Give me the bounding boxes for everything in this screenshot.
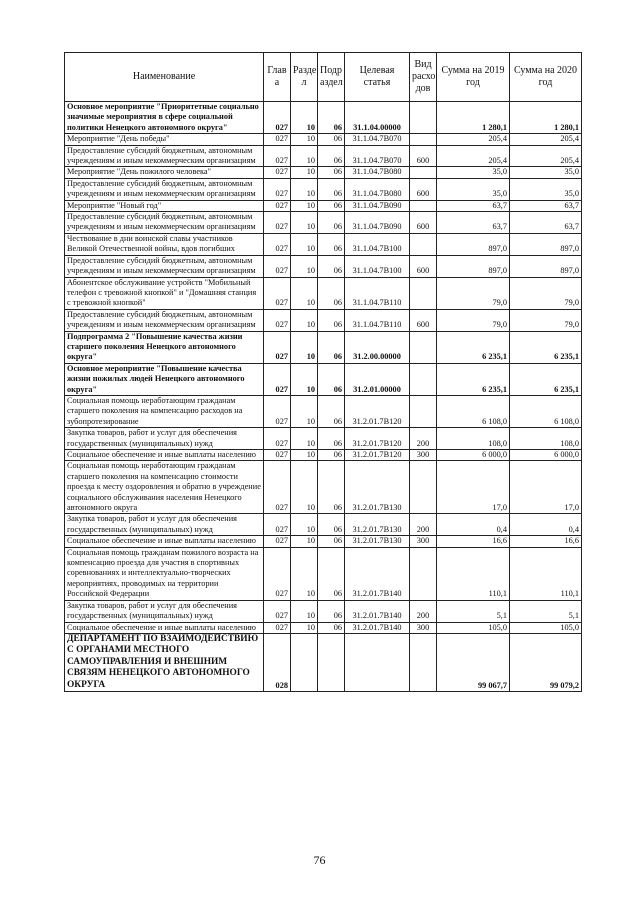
cell-vid: 600 [410, 255, 437, 277]
table-row [65, 134, 582, 145]
cell-sum-2019: 6 235,1 [437, 363, 510, 395]
table-row [65, 145, 582, 167]
cell-sum-2019: 1 280,1 [437, 102, 510, 134]
cell-vid: 300 [410, 536, 437, 547]
header-vid: Вид расхо дов [410, 53, 437, 102]
cell-statya: 31.2.01.7В140 [345, 622, 410, 633]
cell-podrazdel [318, 633, 345, 692]
table-row [65, 450, 582, 461]
cell-statya: 31.1.04.7В110 [345, 277, 410, 309]
cell-glava: 027 [264, 450, 291, 461]
cell-name: Предоставление субсидий бюджетным, автономным учреждениям и иным некоммерческим организациям [65, 255, 264, 277]
cell-vid [410, 167, 437, 178]
cell-vid [410, 363, 437, 395]
cell-sum-2019: 205,4 [437, 134, 510, 145]
cell-razdel: 10 [291, 309, 318, 331]
table-row [65, 255, 582, 277]
cell-name: Предоставление субсидий бюджетным, автономным учреждениям и иным некоммерческим организациям [65, 145, 264, 167]
cell-sum-2020: 205,4 [510, 145, 582, 167]
cell-glava: 027 [264, 255, 291, 277]
cell-sum-2019: 79,0 [437, 277, 510, 309]
cell-statya: 31.2.01.00000 [345, 363, 410, 395]
cell-podrazdel: 06 [318, 255, 345, 277]
cell-name: ДЕПАРТАМЕНТ ПО ВЗАИМОДЕЙСТВИЮ С ОРГАНАМИ МЕСТНОГО САМОУПРАВЛЕНИЯ И ВНЕШНИМ СВЯЗЯМ НЕНЕЦКОГО АВТОНОМНОГО ОКРУГА [65, 633, 264, 692]
cell-podrazdel: 06 [318, 277, 345, 309]
cell-glava: 027 [264, 547, 291, 600]
cell-podrazdel: 06 [318, 622, 345, 633]
cell-sum-2019: 897,0 [437, 255, 510, 277]
table-row [65, 212, 582, 234]
cell-razdel: 10 [291, 255, 318, 277]
cell-razdel: 10 [291, 547, 318, 600]
cell-name: Мероприятие "День пожилого человека" [65, 167, 264, 178]
table-row [65, 102, 582, 134]
cell-sum-2019: 63,7 [437, 212, 510, 234]
cell-sum-2020: 16,6 [510, 536, 582, 547]
table-row [65, 200, 582, 211]
cell-podrazdel: 06 [318, 395, 345, 427]
cell-glava: 027 [264, 622, 291, 633]
cell-name: Социальное обеспечение и иные выплаты населению [65, 450, 264, 461]
cell-glava: 027 [264, 309, 291, 331]
cell-glava: 027 [264, 233, 291, 255]
cell-name: Мероприятие "Новый год" [65, 200, 264, 211]
cell-razdel: 10 [291, 428, 318, 450]
cell-vid [410, 395, 437, 427]
cell-sum-2020: 1 280,1 [510, 102, 582, 134]
cell-name: Социальное обеспечение и иные выплаты населению [65, 622, 264, 633]
cell-sum-2019: 110,1 [437, 547, 510, 600]
cell-name: Социальная помощь гражданам пожилого возраста на компенсацию проезда для участия в спортивных соревнованиях и интеллектуально-творческих мероприятиях, проводимых на территории Российской Федерации [65, 547, 264, 600]
cell-sum-2020: 6 235,1 [510, 363, 582, 395]
cell-glava: 027 [264, 167, 291, 178]
cell-sum-2020: 110,1 [510, 547, 582, 600]
cell-statya: 31.2.01.7В130 [345, 514, 410, 536]
cell-sum-2019: 63,7 [437, 200, 510, 211]
table-header [65, 53, 582, 102]
cell-vid [410, 633, 437, 692]
cell-glava: 027 [264, 461, 291, 514]
cell-vid: 600 [410, 145, 437, 167]
cell-podrazdel: 06 [318, 309, 345, 331]
table-row [65, 428, 582, 450]
cell-glava: 028 [264, 633, 291, 692]
cell-vid: 200 [410, 600, 437, 622]
cell-sum-2019: 35,0 [437, 178, 510, 200]
cell-razdel: 10 [291, 178, 318, 200]
cell-vid [410, 547, 437, 600]
cell-razdel: 10 [291, 450, 318, 461]
cell-podrazdel: 06 [318, 167, 345, 178]
cell-sum-2020: 63,7 [510, 212, 582, 234]
cell-sum-2019: 108,0 [437, 428, 510, 450]
header-sum-2019: Сумма на 2019 год [437, 53, 510, 102]
cell-sum-2020: 205,4 [510, 134, 582, 145]
cell-sum-2019: 16,6 [437, 536, 510, 547]
cell-sum-2019: 6 235,1 [437, 331, 510, 363]
table-row [65, 461, 582, 514]
cell-razdel: 10 [291, 461, 318, 514]
cell-razdel: 10 [291, 536, 318, 547]
cell-sum-2020: 35,0 [510, 167, 582, 178]
cell-sum-2019: 99 067,7 [437, 633, 510, 692]
cell-razdel: 10 [291, 145, 318, 167]
cell-name: Предоставление субсидий бюджетным, автономным учреждениям и иным некоммерческим организациям [65, 212, 264, 234]
cell-podrazdel: 06 [318, 363, 345, 395]
cell-glava: 027 [264, 331, 291, 363]
table-row [65, 514, 582, 536]
cell-vid: 300 [410, 450, 437, 461]
cell-podrazdel: 06 [318, 600, 345, 622]
cell-name: Основное мероприятие "Приоритетные социально значимые мероприятия в сфере социальной политики Ненецкого автономного округа" [65, 102, 264, 134]
cell-razdel: 10 [291, 600, 318, 622]
table-row [65, 536, 582, 547]
cell-name: Предоставление субсидий бюджетным, автономным учреждениям и иным некоммерческим организациям [65, 178, 264, 200]
cell-razdel: 10 [291, 212, 318, 234]
table-row [65, 167, 582, 178]
cell-vid [410, 102, 437, 134]
table-row [65, 622, 582, 633]
cell-vid [410, 277, 437, 309]
cell-podrazdel: 06 [318, 461, 345, 514]
cell-sum-2020: 897,0 [510, 233, 582, 255]
cell-podrazdel: 06 [318, 145, 345, 167]
cell-razdel [291, 633, 318, 692]
cell-statya [345, 633, 410, 692]
cell-name: Социальная помощь неработающим гражданам старшего поколения на компенсацию стоимости проезда к месту оздоровления и обратно в учреждение социального обслуживания населения Ненецкого автономного округа [65, 461, 264, 514]
table-row [65, 233, 582, 255]
cell-podrazdel: 06 [318, 428, 345, 450]
cell-name: Социальная помощь неработающим гражданам старшего поколения на компенсацию расходов на зубопротезирование [65, 395, 264, 427]
header-row [65, 53, 582, 102]
cell-podrazdel: 06 [318, 200, 345, 211]
cell-glava: 027 [264, 178, 291, 200]
cell-name: Абонентское обслуживание устройств "Мобильный телефон с тревожной кнопкой" и "Домашняя станция с тревожной кнопкой" [65, 277, 264, 309]
cell-vid [410, 200, 437, 211]
cell-sum-2019: 105,0 [437, 622, 510, 633]
cell-sum-2019: 205,4 [437, 145, 510, 167]
cell-razdel: 10 [291, 395, 318, 427]
cell-sum-2020: 108,0 [510, 428, 582, 450]
cell-glava: 027 [264, 428, 291, 450]
cell-name: Основное мероприятие "Повышение качества жизни пожилых людей Ненецкого автономного округа" [65, 363, 264, 395]
cell-sum-2020: 17,0 [510, 461, 582, 514]
cell-sum-2019: 17,0 [437, 461, 510, 514]
cell-podrazdel: 06 [318, 547, 345, 600]
cell-vid [410, 134, 437, 145]
cell-sum-2020: 0,4 [510, 514, 582, 536]
cell-glava: 027 [264, 363, 291, 395]
table-row [65, 547, 582, 600]
cell-razdel: 10 [291, 514, 318, 536]
cell-name: Подпрограмма 2 "Повышение качества жизни старшего поколения Ненецкого автономного округа" [65, 331, 264, 363]
cell-sum-2019: 79,0 [437, 309, 510, 331]
cell-statya: 31.1.04.7В100 [345, 233, 410, 255]
cell-statya: 31.1.04.7В100 [345, 255, 410, 277]
cell-sum-2020: 63,7 [510, 200, 582, 211]
header-sum-2020: Сумма на 2020 год [510, 53, 582, 102]
cell-vid: 200 [410, 514, 437, 536]
cell-vid: 600 [410, 178, 437, 200]
cell-statya: 31.1.04.7В110 [345, 309, 410, 331]
cell-statya: 31.1.04.7В090 [345, 200, 410, 211]
cell-sum-2020: 105,0 [510, 622, 582, 633]
header-razdel: Разде л [291, 53, 318, 102]
cell-podrazdel: 06 [318, 134, 345, 145]
header-name: Наименование [65, 53, 264, 102]
cell-sum-2019: 6 000,0 [437, 450, 510, 461]
cell-sum-2019: 0,4 [437, 514, 510, 536]
cell-statya: 31.2.01.7В140 [345, 547, 410, 600]
cell-glava: 027 [264, 600, 291, 622]
page-number: 76 [313, 853, 326, 867]
cell-statya: 31.2.00.00000 [345, 331, 410, 363]
cell-sum-2020: 6 235,1 [510, 331, 582, 363]
cell-razdel: 10 [291, 102, 318, 134]
cell-glava: 027 [264, 277, 291, 309]
cell-sum-2020: 79,0 [510, 277, 582, 309]
cell-name: Социальное обеспечение и иные выплаты населению [65, 536, 264, 547]
cell-name: Закупка товаров, работ и услуг для обеспечения государственных (муниципальных) нужд [65, 514, 264, 536]
cell-statya: 31.1.04.00000 [345, 102, 410, 134]
cell-vid [410, 233, 437, 255]
budget-table [64, 52, 582, 692]
cell-statya: 31.2.01.7В140 [345, 600, 410, 622]
cell-sum-2020: 897,0 [510, 255, 582, 277]
cell-razdel: 10 [291, 167, 318, 178]
header-glava: Глав а [264, 53, 291, 102]
cell-statya: 31.1.04.7В070 [345, 134, 410, 145]
cell-statya: 31.2.01.7В130 [345, 461, 410, 514]
cell-podrazdel: 06 [318, 514, 345, 536]
cell-podrazdel: 06 [318, 212, 345, 234]
table-row [65, 277, 582, 309]
cell-name: Закупка товаров, работ и услуг для обеспечения государственных (муниципальных) нужд [65, 428, 264, 450]
cell-statya: 31.2.01.7В120 [345, 450, 410, 461]
cell-sum-2020: 99 079,2 [510, 633, 582, 692]
cell-razdel: 10 [291, 134, 318, 145]
cell-podrazdel: 06 [318, 233, 345, 255]
header-statya: Целевая статья [345, 53, 410, 102]
cell-vid: 200 [410, 428, 437, 450]
table-body [65, 102, 582, 692]
cell-sum-2019: 897,0 [437, 233, 510, 255]
cell-statya: 31.2.01.7В120 [345, 395, 410, 427]
cell-razdel: 10 [291, 331, 318, 363]
cell-statya: 31.2.01.7В120 [345, 428, 410, 450]
cell-name: Чествование в дни воинской славы участников Великой Отечественной войны, вдов погибших [65, 233, 264, 255]
cell-podrazdel: 06 [318, 178, 345, 200]
cell-vid: 600 [410, 309, 437, 331]
cell-razdel: 10 [291, 622, 318, 633]
table-row [65, 633, 582, 692]
cell-podrazdel: 06 [318, 536, 345, 547]
cell-statya: 31.1.04.7В090 [345, 212, 410, 234]
cell-sum-2019: 6 108,0 [437, 395, 510, 427]
cell-sum-2020: 6 108,0 [510, 395, 582, 427]
table-row [65, 395, 582, 427]
cell-razdel: 10 [291, 277, 318, 309]
cell-statya: 31.1.04.7В070 [345, 145, 410, 167]
cell-podrazdel: 06 [318, 450, 345, 461]
cell-glava: 027 [264, 395, 291, 427]
cell-podrazdel: 06 [318, 102, 345, 134]
cell-glava: 027 [264, 212, 291, 234]
cell-vid: 600 [410, 212, 437, 234]
cell-vid [410, 461, 437, 514]
table-row [65, 178, 582, 200]
cell-glava: 027 [264, 200, 291, 211]
table-row [65, 363, 582, 395]
cell-razdel: 10 [291, 363, 318, 395]
cell-glava: 027 [264, 514, 291, 536]
cell-sum-2020: 79,0 [510, 309, 582, 331]
table-row [65, 331, 582, 363]
cell-name: Предоставление субсидий бюджетным, автономным учреждениям и иным некоммерческим организациям [65, 309, 264, 331]
cell-sum-2020: 35,0 [510, 178, 582, 200]
table-row [65, 309, 582, 331]
cell-glava: 027 [264, 102, 291, 134]
cell-razdel: 10 [291, 200, 318, 211]
cell-vid [410, 331, 437, 363]
header-podrazdel: Подр аздел [318, 53, 345, 102]
cell-podrazdel: 06 [318, 331, 345, 363]
cell-statya: 31.2.01.7В130 [345, 536, 410, 547]
cell-glava: 027 [264, 145, 291, 167]
cell-sum-2019: 5,1 [437, 600, 510, 622]
cell-glava: 027 [264, 536, 291, 547]
cell-razdel: 10 [291, 233, 318, 255]
cell-sum-2020: 6 000,0 [510, 450, 582, 461]
cell-glava: 027 [264, 134, 291, 145]
cell-statya: 31.1.04.7В080 [345, 167, 410, 178]
cell-statya: 31.1.04.7В080 [345, 178, 410, 200]
cell-vid: 300 [410, 622, 437, 633]
table-row [65, 600, 582, 622]
cell-name: Закупка товаров, работ и услуг для обеспечения государственных (муниципальных) нужд [65, 600, 264, 622]
cell-name: Мероприятие "День победы" [65, 134, 264, 145]
cell-sum-2019: 35,0 [437, 167, 510, 178]
cell-sum-2020: 5,1 [510, 600, 582, 622]
